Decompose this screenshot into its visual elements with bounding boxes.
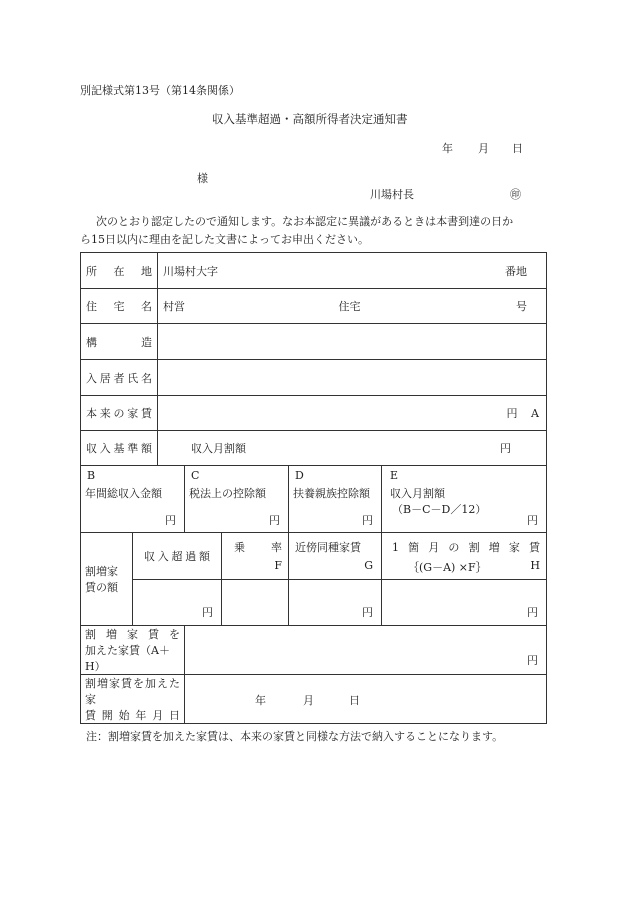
b-label: 年間総収入金額 [85,487,162,500]
income-unit: 円 [500,442,511,455]
start-date-row [81,675,547,724]
footnote: 注：割増家賃を加えた家賃は、本来の家賃と同様な方法で納入することになります。 [86,730,504,743]
location-value: 川場村大字 [163,264,218,278]
start-label-1: 割増家賃を加えた家 [85,677,180,706]
start-year: 年 [255,694,266,707]
monthly-formula: ｛(G－A) ×F｝ [408,561,487,574]
certification-table [80,252,547,724]
nearby-code: G [364,559,373,572]
intro-line-2: ら15日以内に理由を記した文書によってお申出ください。 [80,233,369,246]
resident-label: 入居者氏名 [86,371,152,385]
e-unit: 円 [527,514,538,527]
date-day: 日 [512,142,523,155]
intro-line-1: 次のとおり認定したので通知します。なお本認定に異議があるときは本書到達の日か [96,215,514,228]
start-day: 日 [349,694,360,707]
c-code: C [191,469,200,482]
d-code: D [295,469,304,482]
surcharge-value-row [81,580,547,626]
rate-label-b: 率 [271,541,282,554]
location-label: 所在地 [86,264,152,278]
seal-mark: ㊞ [510,188,521,201]
rent-unit: 円 [506,407,518,420]
total-unit: 円 [527,654,538,667]
deduction-row [81,466,547,533]
rent-code: A [531,407,539,420]
surcharge-group-label-1: 割増家 [85,565,118,578]
excess-unit: 円 [202,606,213,619]
e-label: 収入月割額 [390,487,445,500]
structure-row [81,324,547,360]
resident-value [158,360,547,396]
nearby-label: 近傍同種家賃 [295,541,361,554]
monthly-income-label: 収入月割額 [191,442,246,455]
monthly-surcharge-label: 1箇月の割増家賃 [392,541,540,554]
location-suffix: 番地 [505,264,527,278]
structure-label: 構造 [86,335,152,349]
income-std-row [81,431,547,466]
total-label-2: 加えた家賃（A＋H） [85,644,170,673]
monthly-unit: 円 [527,606,538,619]
location-row [81,253,547,289]
c-unit: 円 [269,514,280,527]
rate-label-a: 乗 [234,541,245,554]
b-unit: 円 [165,514,176,527]
d-label: 扶養親族控除額 [293,487,370,500]
e-formula: （B－C－D／12） [392,503,487,516]
total-rent-row [81,626,547,675]
e-code: E [390,469,399,482]
resident-row [81,360,547,396]
start-month: 月 [303,694,314,707]
housing-label: 住宅名 [86,300,152,313]
document-title: 収入基準超過・高額所得者決定通知書 [212,112,408,126]
b-code: B [87,469,96,482]
rate-code: F [274,559,282,572]
d-unit: 円 [362,514,373,527]
housing-row [81,289,547,324]
date-year: 年 [442,142,453,155]
housing-mid: 住宅 [338,300,361,313]
structure-value [158,324,547,360]
issuer-name: 川場村長 [370,188,414,201]
housing-prefix: 村営 [163,300,185,313]
rate-value [222,580,289,626]
income-std-label: 収入基準額 [86,442,152,455]
surcharge-group-label-2: 賃の額 [85,581,118,594]
form-number: 別記様式第13号（第14条関係） [80,84,240,97]
nearby-unit: 円 [362,606,373,619]
total-label-1: 割増家賃を [85,628,180,641]
rent-row [81,396,547,431]
c-label: 税法上の控除額 [189,487,266,500]
monthly-code: H [530,559,540,572]
housing-suffix: 号 [516,300,527,313]
recipient-suffix: 様 [197,172,208,185]
rent-label: 本来の家賃 [86,407,152,420]
excess-label: 収入超過額 [144,550,210,563]
date-month: 月 [478,142,489,155]
start-label-2: 賃開始年月日 [85,709,180,722]
surcharge-header-row [81,533,547,580]
